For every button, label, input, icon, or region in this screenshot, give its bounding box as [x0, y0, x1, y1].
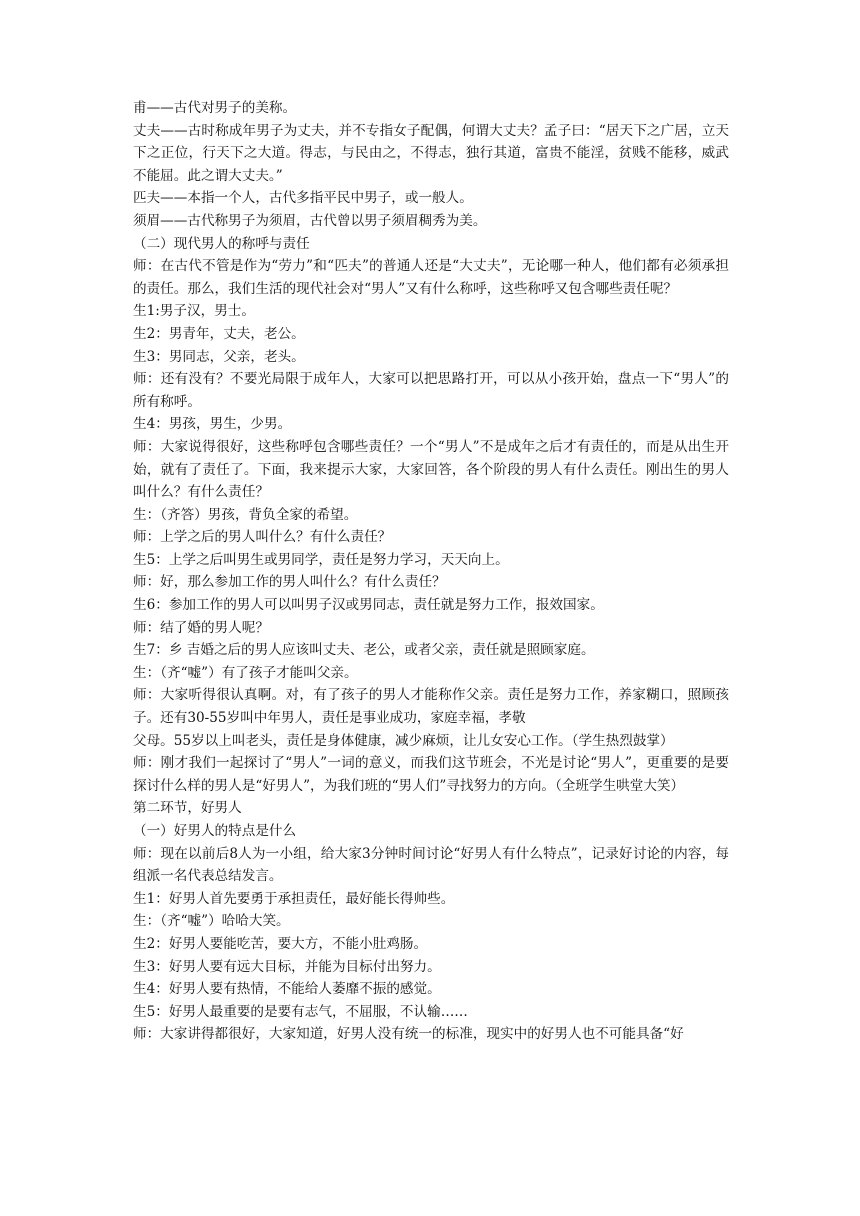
paragraph: 生2：男青年，丈夫，老公。: [133, 325, 305, 342]
paragraph: 丈夫——古时称成年男子为丈夫，并不专指女子配偶，何谓大丈夫？孟子曰：“居天下之广居，立天下之正位，行天下之大道。得志，与民由之，不得志，独行其道，富贵不能淫，贫贱不能移，威武不能屈。此之谓大丈夫。”: [133, 122, 729, 184]
paragraph: 生1：好男人首先要勇于承担责任，最好能长得帅些。: [133, 890, 455, 907]
paragraph: 师：大家听得很认真啊。对，有了孩子的男人才能称作父亲。责任是努力工作，养家糊口，照顾孩子。还有30-55岁叫中年男人，责任是事业成功，家庭幸福，孝敬: [133, 687, 729, 727]
paragraph: 生：（齐“嘘”）哈哈大笑。: [133, 913, 290, 930]
paragraph: 生5：上学之后叫男生或男同学，责任是努力学习，天天向上。: [133, 551, 509, 568]
paragraph: 生：（齐“嘘”）有了孩子才能叫父亲。: [133, 664, 358, 681]
paragraph: 生3：男同志，父亲，老头。: [133, 348, 305, 365]
paragraph: 匹夫——本指一个人，古代多指平民中男子，或一般人。: [133, 190, 473, 207]
paragraph: 生7：乡 吉婚之后的男人应该叫丈夫、老公，或者父亲，责任就是照顾家庭。: [133, 642, 595, 659]
paragraph: 生4：男孩，男生，少男。: [133, 416, 292, 433]
paragraph: 生5：好男人最重要的是要有志气，不屈服，不认输……: [133, 1003, 468, 1020]
paragraph: 须眉——古代称男子为须眉，古代曾以男子须眉稠秀为美。: [133, 212, 487, 229]
paragraph: 甫——古代对男子的美称。: [133, 100, 297, 116]
paragraph: 师：在古代不管是作为“劳力”和“匹夫”的普通人还是“大丈夫”，无论哪一种人，他们都有必须承担的责任。那么，我们生活的现代社会对“男人”又有什么称呼，这些称呼又包含哪些责任呢？: [133, 258, 729, 297]
paragraph: 师：大家讲得都很好，大家知道，好男人没有统一的标准，现实中的好男人也不可能具备“好: [133, 1026, 684, 1043]
paragraph: 师：刚才我们一起探讨了“男人”一词的意义，而我们这节班会，不光是讨论“男人”，更重要的是要探讨什么样的男人是“好男人”，为我们班的“男人们”寻找努力的方向。（全班学生哄堂大笑）: [133, 755, 729, 794]
section-heading: 第二环节，好男人: [133, 800, 242, 817]
paragraph: 师：还有没有？不要光局限于成年人，大家可以把思路打开，可以从小孩开始，盘点一下“男人”的所有称呼。: [133, 371, 729, 410]
paragraph: 师：上学之后的男人叫什么？有什么责任？: [133, 529, 392, 546]
paragraph: 生2：好男人要能吃苦，要大方，不能小肚鸡肠。: [133, 935, 428, 952]
paragraph: 生4：好男人要有热情，不能给人萎靡不振的感觉。: [133, 981, 441, 998]
paragraph: 生1:男子汉，男士。: [133, 303, 255, 320]
section-heading: （二）现代男人的称呼与责任: [133, 235, 310, 252]
paragraph: 师：结了婚的男人呢？: [133, 619, 269, 636]
paragraph: 师：现在以前后8人为一小组，给大家3分钟时间讨论“好男人有什么特点”，记录好讨论的内容，每组派一名代表总结发言。: [133, 845, 729, 885]
section-heading: （一）好男人的特点是什么: [133, 823, 297, 839]
paragraph: 师：好，那么参加工作的男人叫什么？有什么责任？: [133, 574, 446, 591]
paragraph: 生6：参加工作的男人可以叫男子汉或男同志，责任就是努力工作，报效国家。: [133, 597, 604, 614]
paragraph: 师：大家说得很好，这些称呼包含哪些责任？一个“男人”不是成年之后才有责任的，而是从出生开始，就有了责任了。下面，我来提示大家，大家回答，各个阶段的男人有什么责任。刚出生的男人叫什么？有什么责任？: [133, 438, 729, 501]
paragraph: 生3：好男人要有远大目标，并能为目标付出努力。: [133, 958, 441, 975]
paragraph: 父母。55岁以上叫老头，责任是身体健康，减少麻烦，让儿女安心工作。（学生热烈鼓掌）: [133, 732, 674, 749]
paragraph: 生：（齐答）男孩，背负全家的希望。: [133, 506, 358, 523]
document-page: [133, 97, 729, 1046]
